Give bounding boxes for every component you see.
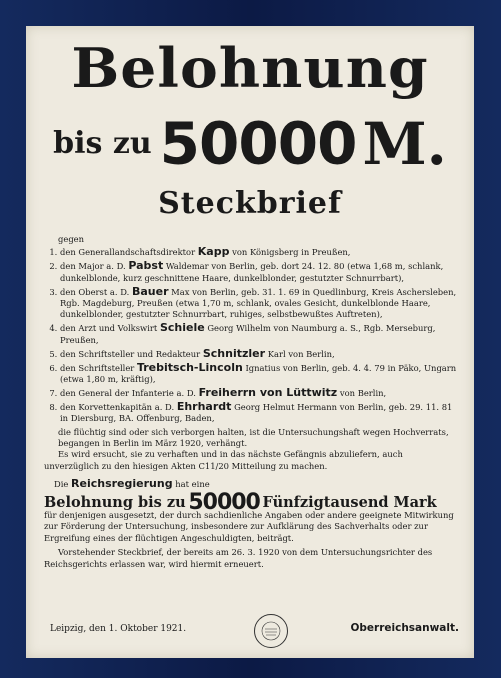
official-stamp — [254, 614, 288, 648]
renewal-notice: Vorstehender Steckbrief, der bereits am 26. 3. 1920 von dem Untersuchungsrichter des Reichsgerichts erlassen war, wird hiermit erneuert. — [44, 547, 433, 569]
person-name: Freiherrn von Lüttwitz — [198, 385, 338, 399]
reichsregierung-label: Reichsregierung — [71, 477, 173, 491]
poster-body — [44, 234, 459, 570]
list-item: 2. den Major a. D. Pabst Waldemar von Berlin, geb. dort 24. 12. 80 (etwa 1,68 m, schlank, dunkelblonde, kurz geschnittene Haare, dunkelblonder, gestutzter Schnurrbart), — [60, 260, 459, 284]
list-item: 8. den Korvettenkapitän a. D. Ehrhardt Georg Helmut Hermann von Berlin, geb. 29. 11. 81 in Diersburg, BA. Offenburg, Baden, — [60, 401, 459, 425]
reward-amount-headline: 50000 — [159, 109, 357, 178]
gegen-label: gegen — [58, 234, 85, 244]
person-name: Ehrhardt — [176, 399, 232, 413]
list-item: 5. den Schriftsteller und Redakteur Schnitzler Karl von Berlin, — [60, 348, 459, 360]
currency-label: M. — [362, 109, 447, 178]
reward-line — [44, 489, 459, 515]
person-name: Trebitsch-Lincoln — [136, 360, 243, 374]
reward-amount: 50000 — [188, 489, 260, 515]
steckbrief-heading: Steckbrief — [158, 186, 342, 221]
list-item: 3. den Oberst a. D. Bauer Max von Berlin, geb. 31. 1. 69 in Quedlinburg, Kreis Aschersleben, Rgb. Magdeburg, Preußen (etwa 1,70 m, schlank, ovales Gesicht, dunkelblonde Haare, dunkelblonder, gestutzter Schnurrbart, ruhiges, selbstbewußtes Auftreten), — [60, 286, 459, 321]
list-item: 6. den Schriftsteller Trebitsch-Lincoln Ignatius von Berlin, geb. 4. 4. 79 in Päko, Ungarn (etwa 1,80 m, kräftig), — [60, 362, 459, 386]
signature-row — [44, 614, 459, 644]
wanted-persons-list — [44, 246, 459, 424]
person-name: Pabst — [128, 259, 164, 273]
list-item: 1. den Generallandschaftsdirektor Kapp von Königsberg in Preußen, — [60, 246, 459, 258]
signature-oberreichsanwalt: Oberreichsanwalt. — [350, 622, 459, 634]
wanted-poster — [26, 26, 474, 658]
reward-pre-label: Belohnung bis zu — [44, 493, 186, 511]
place-date: Leipzig, den 1. Oktober 1921. — [50, 624, 187, 634]
arrest-request: Es wird ersucht, sie zu verhaften und in das nächste Gefängnis abzuliefern, auch unverzüglich zu den hiesigen Akten C11/20 Mitteilung zu machen. — [44, 449, 403, 471]
reward-words: Fünfzigtausend Mark — [262, 493, 437, 511]
bis-zu-label: bis zu — [53, 125, 152, 161]
list-item: 7. den General der Infanterie a. D. Freiherrn von Lüttwitz von Berlin, — [60, 387, 459, 399]
reich-government-line: Die Reichsregierung hat eine — [54, 477, 210, 491]
poster-title: Belohnung — [71, 36, 429, 100]
person-name: Kapp — [197, 245, 230, 259]
fugitive-notice: die flüchtig sind oder sich verborgen halten, ist die Untersuchungshaft wegen Hochverrats, begangen in Berlin im März 1920, verhängt. — [58, 426, 449, 448]
person-name: Schiele — [159, 321, 205, 335]
reward-headline — [26, 108, 474, 179]
list-item: 4. den Arzt und Volkswirt Schiele Georg Wilhelm von Naumburg a. S., Rgb. Merseburg, Preußen, — [60, 322, 459, 346]
reward-conditions: für denjenigen ausgesetzt, der durch sachdienliche Angaben oder andere geeignete Mitwirkung zur Förderung der Untersuchung, insbesondere zur Aufklärung des Sachverhalts oder zur Ergreifung eines der flüchtigen Angeschuldigten, beiträgt. — [44, 510, 454, 543]
person-name: Bauer — [131, 284, 169, 298]
person-name: Schnitzler — [202, 346, 266, 360]
